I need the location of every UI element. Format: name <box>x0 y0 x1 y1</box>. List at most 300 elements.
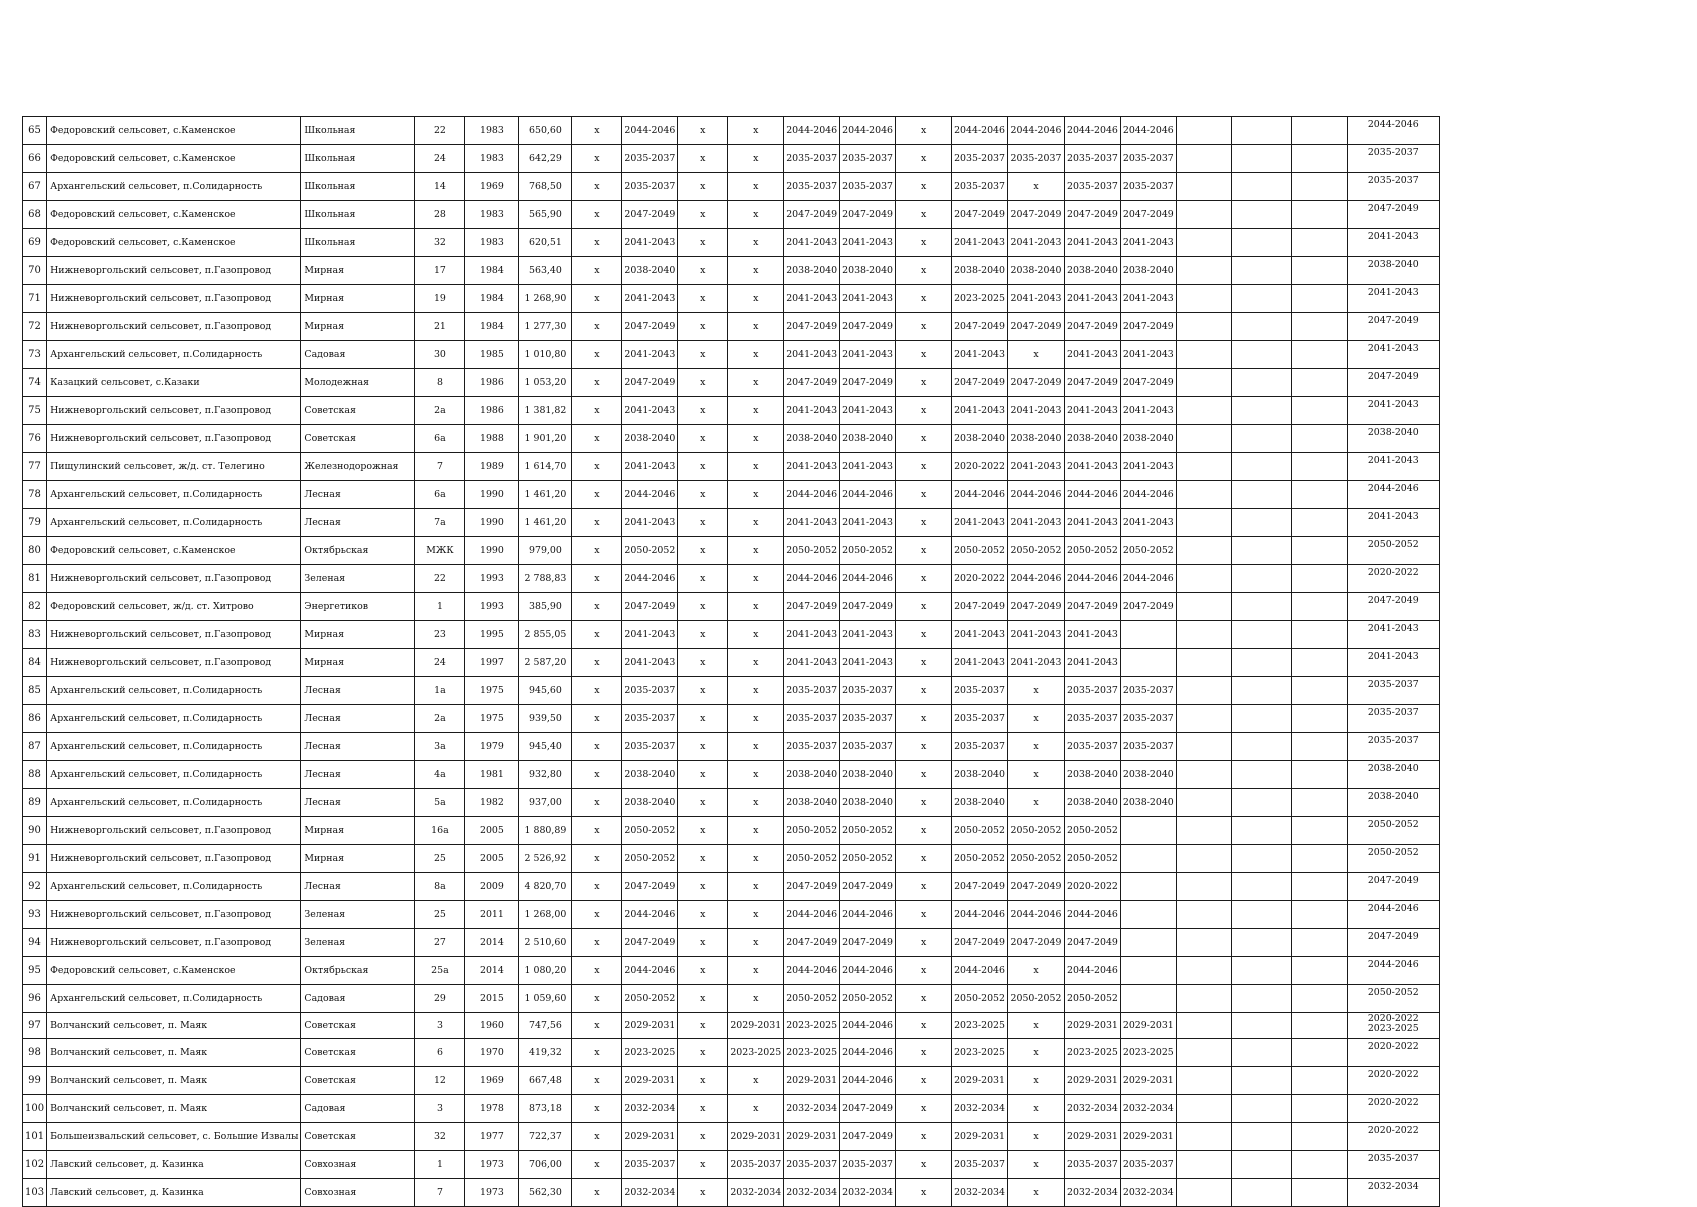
value-cell: x <box>572 313 622 341</box>
period-cell: x <box>728 733 784 761</box>
period-cell: 2029-2031 <box>622 1123 678 1151</box>
value-cell: x <box>572 117 622 145</box>
period-cell: 2020-2022 <box>952 565 1008 593</box>
empty-cell <box>1176 509 1231 537</box>
period-cell: 2047-2049 <box>1064 201 1120 229</box>
empty-cell <box>1231 257 1291 285</box>
table-row <box>23 117 1440 145</box>
house-number-cell: 7 <box>415 453 465 481</box>
final-period-cell: 2047-2049 <box>1347 313 1439 341</box>
period-cell: x <box>728 901 784 929</box>
year-built-cell: 1983 <box>465 145 519 173</box>
period-cell: 2044-2046 <box>840 957 896 985</box>
area-cell: 419,32 <box>519 1039 572 1067</box>
period-cell: 2029-2031 <box>784 1067 840 1095</box>
year-built-cell: 1985 <box>465 341 519 369</box>
period-cell: 2044-2046 <box>840 1013 896 1039</box>
value-cell: x <box>572 341 622 369</box>
street-cell: Лесная <box>301 761 415 789</box>
value-cell: x <box>572 257 622 285</box>
street-cell: Советская <box>301 425 415 453</box>
table-row <box>23 285 1440 313</box>
period-cell: 2044-2046 <box>840 1039 896 1067</box>
table-row <box>23 313 1440 341</box>
period-cell: 2023-2025 <box>1120 1039 1176 1067</box>
value-cell: x <box>678 229 728 257</box>
house-number-cell: 25а <box>415 957 465 985</box>
year-built-cell: 1983 <box>465 201 519 229</box>
value-cell: x <box>896 341 952 369</box>
value-cell: x <box>678 1095 728 1123</box>
table-row <box>23 649 1440 677</box>
value-cell: x <box>896 817 952 845</box>
period-cell <box>1120 929 1176 957</box>
settlement-cell: Пищулинский сельсовет, ж/д. ст. Телегино <box>47 453 301 481</box>
repair-schedule-table <box>22 116 1440 1207</box>
street-cell: Садовая <box>301 341 415 369</box>
period-cell: x <box>728 509 784 537</box>
period-cell: 2035-2037 <box>1064 705 1120 733</box>
empty-cell <box>1231 565 1291 593</box>
area-cell: 873,18 <box>519 1095 572 1123</box>
house-number-cell: 3 <box>415 1095 465 1123</box>
final-period-cell: 2044-2046 <box>1347 901 1439 929</box>
final-period-cell: 2020-2022 <box>1347 565 1439 593</box>
value-cell: x <box>572 1179 622 1207</box>
empty-cell <box>1291 677 1347 705</box>
year-built-cell: 2005 <box>465 845 519 873</box>
period-cell: 2032-2034 <box>1120 1179 1176 1207</box>
value-cell: x <box>572 481 622 509</box>
area-cell: 4 820,70 <box>519 873 572 901</box>
value-cell: x <box>678 621 728 649</box>
row-number: 77 <box>23 453 47 481</box>
period-cell <box>1120 845 1176 873</box>
house-number-cell: 1а <box>415 677 465 705</box>
table-row <box>23 173 1440 201</box>
street-cell: Садовая <box>301 1095 415 1123</box>
table-row <box>23 509 1440 537</box>
period-cell: 2035-2037 <box>1120 705 1176 733</box>
year-built-cell: 1984 <box>465 257 519 285</box>
value-cell: x <box>678 173 728 201</box>
period-cell: x <box>728 1067 784 1095</box>
settlement-cell: Архангельский сельсовет, п.Солидарность <box>47 789 301 817</box>
period-cell: 2044-2046 <box>622 901 678 929</box>
value-cell: x <box>572 873 622 901</box>
year-built-cell: 1990 <box>465 481 519 509</box>
value-cell: x <box>678 957 728 985</box>
street-cell: Лесная <box>301 705 415 733</box>
empty-cell <box>1176 117 1231 145</box>
period-cell: x <box>728 173 784 201</box>
settlement-cell: Нижневоргольский сельсовет, п.Газопровод <box>47 901 301 929</box>
period-cell: 2044-2046 <box>1064 481 1120 509</box>
street-cell: Железнодорожная <box>301 453 415 481</box>
period-cell: 2035-2037 <box>840 173 896 201</box>
period-cell: 2035-2037 <box>840 705 896 733</box>
empty-cell <box>1176 313 1231 341</box>
year-built-cell: 1993 <box>465 565 519 593</box>
period-cell: 2047-2049 <box>622 873 678 901</box>
period-cell: 2047-2049 <box>1007 929 1064 957</box>
period-cell: x <box>728 985 784 1013</box>
period-cell: 2050-2052 <box>1064 817 1120 845</box>
period-cell: 2035-2037 <box>784 705 840 733</box>
final-period-cell: 2020-2022 <box>1347 1039 1439 1067</box>
period-cell: 2041-2043 <box>1120 285 1176 313</box>
house-number-cell: 5а <box>415 789 465 817</box>
empty-cell <box>1231 229 1291 257</box>
row-number: 73 <box>23 341 47 369</box>
house-number-cell: 25 <box>415 845 465 873</box>
empty-cell <box>1291 369 1347 397</box>
street-cell: Советская <box>301 397 415 425</box>
final-period-cell: 2041-2043 <box>1347 341 1439 369</box>
period-cell: 2032-2034 <box>784 1095 840 1123</box>
empty-cell <box>1176 145 1231 173</box>
row-number: 75 <box>23 397 47 425</box>
value-cell: x <box>896 285 952 313</box>
empty-cell <box>1291 481 1347 509</box>
empty-cell <box>1231 873 1291 901</box>
period-cell: 2044-2046 <box>622 117 678 145</box>
period-cell: x <box>1007 1123 1064 1151</box>
table-row <box>23 425 1440 453</box>
period-cell: 2044-2046 <box>1007 901 1064 929</box>
period-cell: 2035-2037 <box>1064 1151 1120 1179</box>
row-number: 82 <box>23 593 47 621</box>
final-period-cell: 2035-2037 <box>1347 173 1439 201</box>
empty-cell <box>1176 789 1231 817</box>
empty-cell <box>1231 957 1291 985</box>
period-cell: 2035-2037 <box>840 733 896 761</box>
period-cell: 2041-2043 <box>1007 649 1064 677</box>
period-cell: 2047-2049 <box>622 593 678 621</box>
empty-cell <box>1231 425 1291 453</box>
value-cell: x <box>678 929 728 957</box>
area-cell: 1 080,20 <box>519 957 572 985</box>
period-cell: 2041-2043 <box>952 509 1008 537</box>
year-built-cell: 1960 <box>465 1013 519 1039</box>
value-cell: x <box>678 1123 728 1151</box>
value-cell: x <box>896 1095 952 1123</box>
period-cell: x <box>728 117 784 145</box>
period-cell: 2038-2040 <box>784 761 840 789</box>
period-cell: 2035-2037 <box>784 1151 840 1179</box>
area-cell: 939,50 <box>519 705 572 733</box>
period-cell: 2044-2046 <box>1064 901 1120 929</box>
area-cell: 1 461,20 <box>519 481 572 509</box>
settlement-cell: Волчанский сельсовет, п. Маяк <box>47 1013 301 1039</box>
value-cell: x <box>572 817 622 845</box>
area-cell: 979,00 <box>519 537 572 565</box>
period-cell: 2032-2034 <box>1120 1095 1176 1123</box>
period-cell: 2044-2046 <box>1007 481 1064 509</box>
empty-cell <box>1176 929 1231 957</box>
period-cell: 2047-2049 <box>952 873 1008 901</box>
empty-cell <box>1231 593 1291 621</box>
period-cell: x <box>1007 761 1064 789</box>
value-cell: x <box>678 985 728 1013</box>
row-number: 103 <box>23 1179 47 1207</box>
period-cell: 2029-2031 <box>1120 1123 1176 1151</box>
settlement-cell: Архангельский сельсовет, п.Солидарность <box>47 677 301 705</box>
period-cell: x <box>728 565 784 593</box>
period-cell: 2032-2034 <box>784 1179 840 1207</box>
house-number-cell: 14 <box>415 173 465 201</box>
value-cell: x <box>896 985 952 1013</box>
final-period-cell: 2035-2037 <box>1347 705 1439 733</box>
final-period-cell: 2041-2043 <box>1347 621 1439 649</box>
value-cell: x <box>572 397 622 425</box>
empty-cell <box>1291 341 1347 369</box>
period-cell: 2050-2052 <box>1120 537 1176 565</box>
street-cell: Октябрьская <box>301 957 415 985</box>
period-cell: 2050-2052 <box>784 817 840 845</box>
final-period-cell: 2038-2040 <box>1347 761 1439 789</box>
area-cell: 1 880,89 <box>519 817 572 845</box>
house-number-cell: 17 <box>415 257 465 285</box>
period-cell: x <box>728 425 784 453</box>
period-cell: 2041-2043 <box>1120 229 1176 257</box>
period-cell: 2047-2049 <box>1064 369 1120 397</box>
value-cell: x <box>678 257 728 285</box>
area-cell: 768,50 <box>519 173 572 201</box>
value-cell: x <box>678 341 728 369</box>
period-cell: 2044-2046 <box>1064 957 1120 985</box>
value-cell: x <box>572 901 622 929</box>
value-cell: x <box>896 1067 952 1095</box>
period-cell: 2047-2049 <box>622 369 678 397</box>
period-cell: x <box>728 957 784 985</box>
period-cell: 2038-2040 <box>840 789 896 817</box>
year-built-cell: 2005 <box>465 817 519 845</box>
row-number: 76 <box>23 425 47 453</box>
period-cell: 2044-2046 <box>622 481 678 509</box>
value-cell: x <box>678 1067 728 1095</box>
period-cell: x <box>1007 677 1064 705</box>
period-cell: 2041-2043 <box>622 397 678 425</box>
table-row <box>23 341 1440 369</box>
value-cell: x <box>896 565 952 593</box>
period-cell: 2044-2046 <box>784 565 840 593</box>
empty-cell <box>1291 173 1347 201</box>
empty-cell <box>1291 117 1347 145</box>
house-number-cell: 22 <box>415 117 465 145</box>
empty-cell <box>1176 705 1231 733</box>
period-cell: 2035-2037 <box>1120 145 1176 173</box>
settlement-cell: Архангельский сельсовет, п.Солидарность <box>47 985 301 1013</box>
area-cell: 1 901,20 <box>519 425 572 453</box>
row-number: 81 <box>23 565 47 593</box>
table-row <box>23 733 1440 761</box>
period-cell: x <box>728 649 784 677</box>
period-cell: 2041-2043 <box>784 649 840 677</box>
empty-cell <box>1231 173 1291 201</box>
empty-cell <box>1291 453 1347 481</box>
value-cell: x <box>572 537 622 565</box>
empty-cell <box>1291 817 1347 845</box>
street-cell: Советская <box>301 1067 415 1095</box>
empty-cell <box>1291 957 1347 985</box>
table-row <box>23 1179 1440 1207</box>
period-cell: 2029-2031 <box>784 1123 840 1151</box>
period-cell: 2044-2046 <box>840 117 896 145</box>
house-number-cell: 30 <box>415 341 465 369</box>
period-cell: 2035-2037 <box>1007 145 1064 173</box>
period-cell: 2047-2049 <box>840 369 896 397</box>
value-cell: x <box>572 705 622 733</box>
year-built-cell: 1988 <box>465 425 519 453</box>
table-row <box>23 537 1440 565</box>
period-cell <box>1120 957 1176 985</box>
value-cell: x <box>572 229 622 257</box>
table-row <box>23 789 1440 817</box>
period-cell: x <box>1007 1013 1064 1039</box>
year-built-cell: 1990 <box>465 509 519 537</box>
period-cell: 2047-2049 <box>1120 201 1176 229</box>
period-cell: 2044-2046 <box>952 481 1008 509</box>
period-cell: x <box>728 1095 784 1123</box>
row-number: 65 <box>23 117 47 145</box>
period-cell: 2044-2046 <box>840 1067 896 1095</box>
period-cell: 2023-2025 <box>952 285 1008 313</box>
year-built-cell: 1997 <box>465 649 519 677</box>
period-cell: 2044-2046 <box>1120 117 1176 145</box>
empty-cell <box>1291 509 1347 537</box>
period-cell: 2050-2052 <box>784 537 840 565</box>
area-cell: 1 053,20 <box>519 369 572 397</box>
value-cell: x <box>678 1179 728 1207</box>
table-row <box>23 201 1440 229</box>
final-period-cell: 2041-2043 <box>1347 649 1439 677</box>
period-cell: 2035-2037 <box>622 173 678 201</box>
area-cell: 1 059,60 <box>519 985 572 1013</box>
period-cell: 2047-2049 <box>840 873 896 901</box>
period-cell: x <box>728 481 784 509</box>
area-cell: 2 587,20 <box>519 649 572 677</box>
period-cell: 2041-2043 <box>1007 397 1064 425</box>
row-number: 101 <box>23 1123 47 1151</box>
value-cell: x <box>896 733 952 761</box>
year-built-cell: 1981 <box>465 761 519 789</box>
period-cell: 2029-2031 <box>952 1067 1008 1095</box>
street-cell: Мирная <box>301 649 415 677</box>
year-built-cell: 2014 <box>465 929 519 957</box>
house-number-cell: 24 <box>415 145 465 173</box>
empty-cell <box>1291 705 1347 733</box>
period-cell: 2038-2040 <box>622 425 678 453</box>
period-cell: 2044-2046 <box>1120 565 1176 593</box>
period-cell: 2023-2025 <box>1064 1039 1120 1067</box>
year-built-cell: 1989 <box>465 453 519 481</box>
period-cell: x <box>728 705 784 733</box>
period-cell: 2038-2040 <box>952 789 1008 817</box>
period-cell: 2047-2049 <box>784 369 840 397</box>
final-period-cell: 2020-2022 <box>1347 1067 1439 1095</box>
empty-cell <box>1291 565 1347 593</box>
house-number-cell: 6а <box>415 425 465 453</box>
house-number-cell: 27 <box>415 929 465 957</box>
empty-cell <box>1291 789 1347 817</box>
settlement-cell: Нижневоргольский сельсовет, п.Газопровод <box>47 621 301 649</box>
period-cell: 2047-2049 <box>784 313 840 341</box>
value-cell: x <box>678 481 728 509</box>
period-cell: 2023-2025 <box>784 1013 840 1039</box>
period-cell: 2050-2052 <box>840 845 896 873</box>
period-cell: 2035-2037 <box>1064 173 1120 201</box>
value-cell: x <box>572 201 622 229</box>
period-cell: 2044-2046 <box>784 957 840 985</box>
house-number-cell: 1 <box>415 1151 465 1179</box>
period-cell: 2038-2040 <box>1120 761 1176 789</box>
value-cell: x <box>678 593 728 621</box>
house-number-cell: 7а <box>415 509 465 537</box>
house-number-cell: 21 <box>415 313 465 341</box>
table-row <box>23 145 1440 173</box>
row-number: 72 <box>23 313 47 341</box>
period-cell: x <box>728 873 784 901</box>
area-cell: 932,80 <box>519 761 572 789</box>
period-cell: 2041-2043 <box>622 509 678 537</box>
settlement-cell: Архангельский сельсовет, п.Солидарность <box>47 341 301 369</box>
period-cell: 2044-2046 <box>952 901 1008 929</box>
value-cell: x <box>678 733 728 761</box>
value-cell: x <box>678 425 728 453</box>
period-cell: 2041-2043 <box>840 453 896 481</box>
empty-cell <box>1176 1013 1231 1039</box>
settlement-cell: Нижневоргольский сельсовет, п.Газопровод <box>47 649 301 677</box>
value-cell: x <box>572 761 622 789</box>
table-row <box>23 369 1440 397</box>
value-cell: x <box>678 537 728 565</box>
house-number-cell: 3 <box>415 1013 465 1039</box>
area-cell: 1 614,70 <box>519 453 572 481</box>
empty-cell <box>1176 1067 1231 1095</box>
year-built-cell: 1975 <box>465 705 519 733</box>
final-period-cell: 2047-2049 <box>1347 929 1439 957</box>
row-number: 69 <box>23 229 47 257</box>
year-built-cell: 1995 <box>465 621 519 649</box>
empty-cell <box>1231 313 1291 341</box>
row-number: 71 <box>23 285 47 313</box>
period-cell: 2035-2037 <box>840 145 896 173</box>
house-number-cell: 1 <box>415 593 465 621</box>
period-cell: 2035-2037 <box>840 1151 896 1179</box>
period-cell: 2035-2037 <box>622 1151 678 1179</box>
year-built-cell: 1973 <box>465 1179 519 1207</box>
period-cell: 2050-2052 <box>840 537 896 565</box>
row-number: 66 <box>23 145 47 173</box>
final-period-cell: 2047-2049 <box>1347 201 1439 229</box>
street-cell: Зеленая <box>301 929 415 957</box>
period-cell: 2041-2043 <box>1120 509 1176 537</box>
period-cell: 2041-2043 <box>622 341 678 369</box>
period-cell: 2047-2049 <box>840 1095 896 1123</box>
value-cell: x <box>572 1067 622 1095</box>
period-cell: 2050-2052 <box>622 537 678 565</box>
value-cell: x <box>678 649 728 677</box>
period-cell: 2041-2043 <box>1007 229 1064 257</box>
period-cell: x <box>728 845 784 873</box>
empty-cell <box>1176 621 1231 649</box>
street-cell: Молодежная <box>301 369 415 397</box>
period-cell: 2041-2043 <box>784 509 840 537</box>
value-cell: x <box>896 313 952 341</box>
empty-cell <box>1176 1095 1231 1123</box>
table-row <box>23 621 1440 649</box>
